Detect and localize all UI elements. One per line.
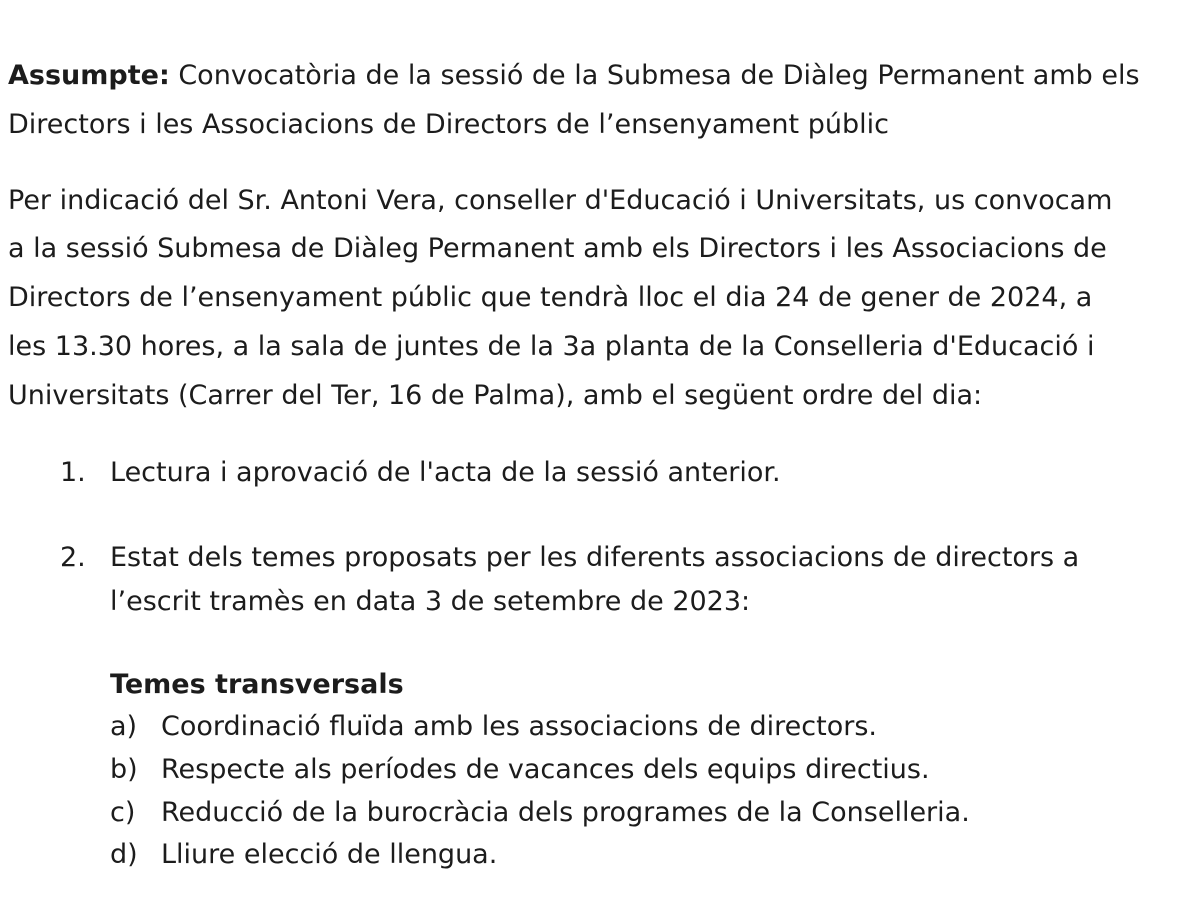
transversal-item-letter: b) <box>110 754 138 785</box>
subject-text: Convocatòria de la sessió de la Submesa de Diàleg Permanent amb els <box>169 60 1140 91</box>
subject-label: Assumpte: <box>8 60 170 91</box>
agenda-item-number: 1. <box>60 457 86 488</box>
transversal-item-text: Lliure elecció de llengua. <box>161 839 498 870</box>
transversal-item-letter: c) <box>110 797 136 828</box>
transversal-item-text: Coordinació fluïda amb les associacions de directors. <box>161 711 877 742</box>
transversal-heading: Temes transversals <box>110 669 404 700</box>
subject-line-1 <box>8 52 1140 100</box>
intro-line: Universitats (Carrer del Ter, 16 de Palma), amb el següent ordre del dia: <box>8 380 983 411</box>
intro-line: les 13.30 hores, a la sala de juntes de la 3a planta de la Conselleria d'Educació i <box>8 331 1095 362</box>
subject-line-2: Directors i les Associacions de Directors de l’ensenyament públic <box>8 109 889 140</box>
transversal-item-letter: a) <box>110 711 138 742</box>
agenda-item-text: Estat dels temes proposats per les diferents associacions de directors a <box>110 542 1080 573</box>
agenda-item-text: l’escrit tramès en data 3 de setembre de 2023: <box>110 586 751 617</box>
intro-line: Directors de l’ensenyament públic que tendrà lloc el dia 24 de gener de 2024, a <box>8 282 1093 313</box>
transversal-item-text: Reducció de la burocràcia dels programes de la Conselleria. <box>161 797 970 828</box>
transversal-item-text: Respecte als períodes de vacances dels equips directius. <box>161 754 930 785</box>
agenda-item-text: Lectura i aprovació de l'acta de la sessió anterior. <box>110 457 781 488</box>
transversal-item-letter: d) <box>110 839 138 870</box>
intro-line: a la sessió Submesa de Diàleg Permanent amb els Directors i les Associacions de <box>8 233 1107 264</box>
intro-line: Per indicació del Sr. Antoni Vera, conseller d'Educació i Universitats, us convocam <box>8 185 1113 216</box>
agenda-item-number: 2. <box>60 542 86 573</box>
